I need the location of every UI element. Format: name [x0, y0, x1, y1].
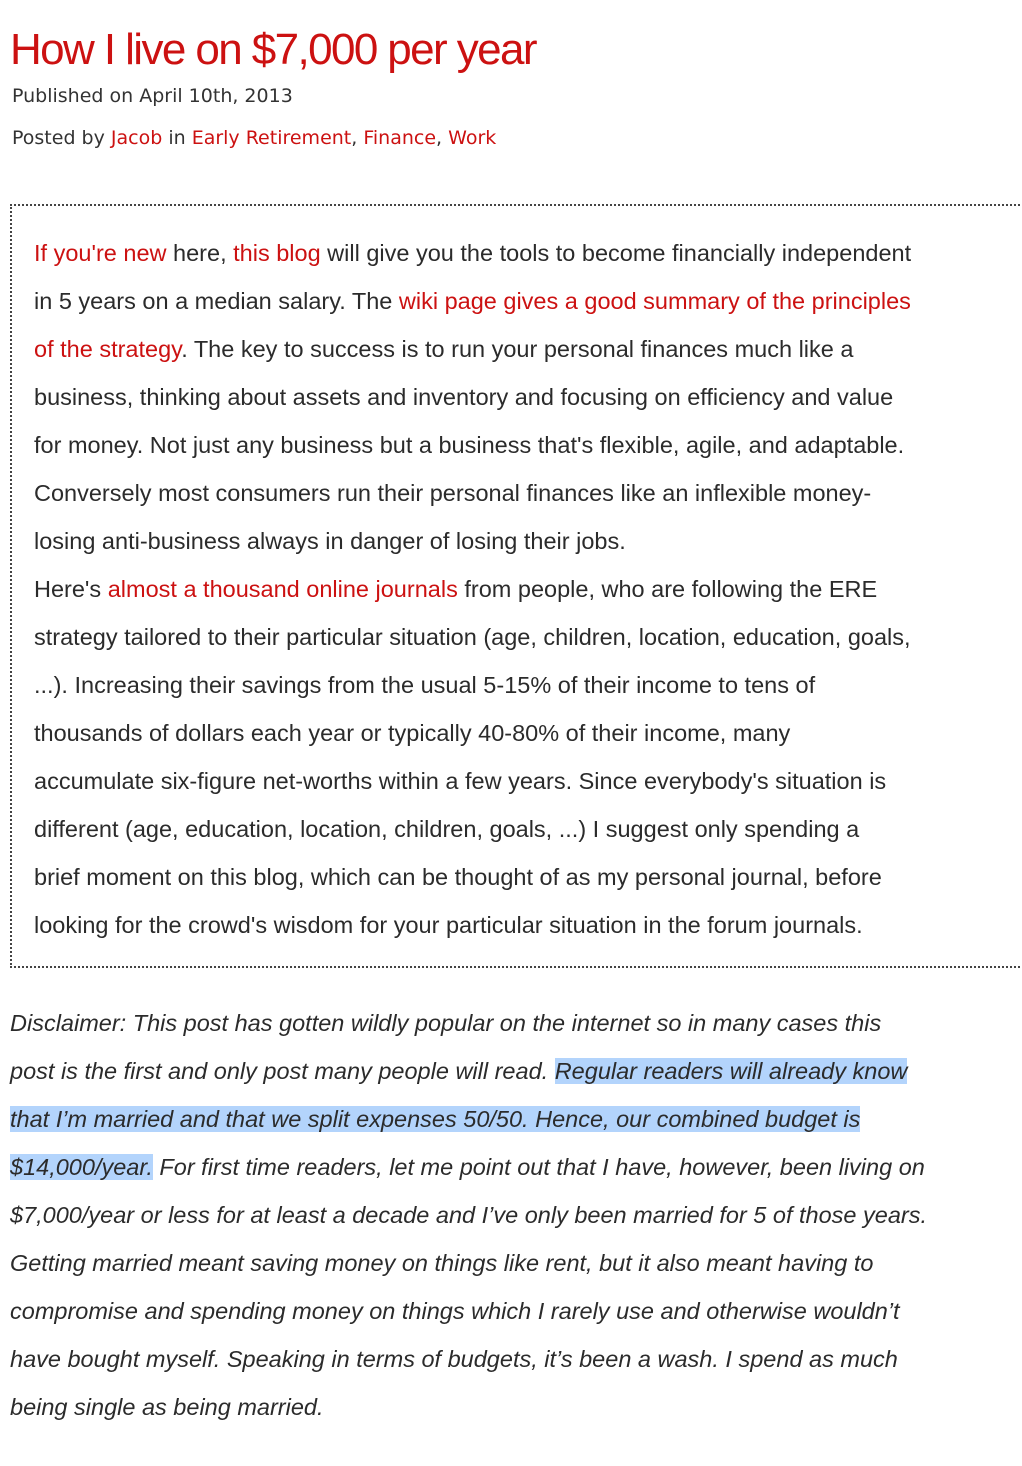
disclaimer-line: Disclaimer: This post has gotten wildly popular on the internet so in many cases this	[10, 1010, 882, 1036]
disclaimer-line	[10, 1143, 1022, 1191]
intro-text-span: Here's	[34, 576, 108, 602]
disclaimer-line: $7,000/year or less for at least a decade and I’ve only been married for 5 of those years.	[10, 1202, 928, 1228]
selected-text[interactable]: $14,000/year.	[10, 1154, 153, 1180]
intro-line: for money. Not just any business but a business that's flexible, agile, and adaptable.	[34, 432, 905, 458]
intro-text-span: here,	[166, 240, 234, 266]
selected-text[interactable]: Regular readers will already know	[554, 1058, 908, 1084]
intro-line: thousands of dollars each year or typically 40-80% of their income, many	[34, 720, 791, 746]
intro-line: looking for the crowd's wisdom for your particular situation in the forum journals.	[34, 912, 863, 938]
disclaimer-text-span: For first time readers, let me point out that I have, however, been living on	[152, 1154, 925, 1180]
selected-text[interactable]: that I’m married and that we split expenses 50/50. Hence, our combined budget is	[10, 1106, 861, 1132]
category-separator: ,	[351, 127, 364, 149]
disclaimer-paragraph	[10, 999, 1022, 1431]
new-here-link[interactable]: If you're new	[34, 240, 167, 266]
disclaimer-line: being single as being married.	[10, 1394, 324, 1420]
intro-line: losing anti-business always in danger of losing their jobs.	[34, 528, 626, 554]
intro-line	[34, 229, 1014, 277]
wiki-page-link[interactable]: wiki page gives a good summary of the principles	[398, 288, 911, 314]
published-date: Published on April 10th, 2013	[12, 85, 293, 107]
online-journals-link[interactable]: almost a thousand online journals	[107, 576, 458, 602]
intro-line	[34, 325, 1014, 373]
category-link-work[interactable]: Work	[448, 127, 497, 149]
intro-text-span: in 5 years on a median salary. The	[34, 288, 399, 314]
intro-line: strategy tailored to their particular situation (age, children, location, education, goals,	[34, 624, 911, 650]
post-byline	[12, 125, 496, 151]
intro-text-span: from people, who are following the ERE	[457, 576, 878, 602]
intro-line: business, thinking about assets and inventory and focusing on efficiency and value	[34, 384, 894, 410]
wiki-page-link-continued[interactable]: of the strategy	[34, 336, 182, 362]
category-separator: ,	[436, 127, 449, 149]
disclaimer-line: Getting married meant saving money on things like rent, but it also meant having to	[10, 1250, 874, 1276]
intro-text-span: will give you the tools to become financially independent	[320, 240, 912, 266]
category-link-finance[interactable]: Finance	[363, 127, 437, 149]
intro-line	[34, 277, 1014, 325]
intro-line: Conversely most consumers run their personal finances like an inflexible money-	[34, 480, 872, 506]
author-link[interactable]: Jacob	[110, 127, 163, 149]
intro-line: ...). Increasing their savings from the usual 5-15% of their income to tens of	[34, 672, 816, 698]
intro-line	[34, 565, 1014, 613]
posted-by-label: Posted by	[12, 127, 111, 149]
intro-line: different (age, education, location, children, goals, ...) I suggest only spending a	[34, 816, 860, 842]
intro-text	[34, 229, 1014, 949]
intro-text-span: . The key to success is to run your personal finances much like a	[181, 336, 854, 362]
post-title: How I live on $7,000 per year	[10, 25, 536, 74]
category-link-early-retirement[interactable]: Early Retirement	[191, 127, 352, 149]
intro-line: accumulate six-figure net-worths within a few years. Since everybody's situation is	[34, 768, 887, 794]
in-label: in	[162, 127, 192, 149]
disclaimer-line	[10, 1095, 1022, 1143]
disclaimer-text-span: post is the first and only post many people will read.	[10, 1058, 555, 1084]
disclaimer-line	[10, 1047, 1022, 1095]
disclaimer-line: have bought myself. Speaking in terms of budgets, it’s been a wash. I spend as much	[10, 1346, 898, 1372]
this-blog-link[interactable]: this blog	[233, 240, 321, 266]
disclaimer-line: compromise and spending money on things which I rarely use and otherwise wouldn’t	[10, 1298, 900, 1324]
intro-line: brief moment on this blog, which can be thought of as my personal journal, before	[34, 864, 882, 890]
